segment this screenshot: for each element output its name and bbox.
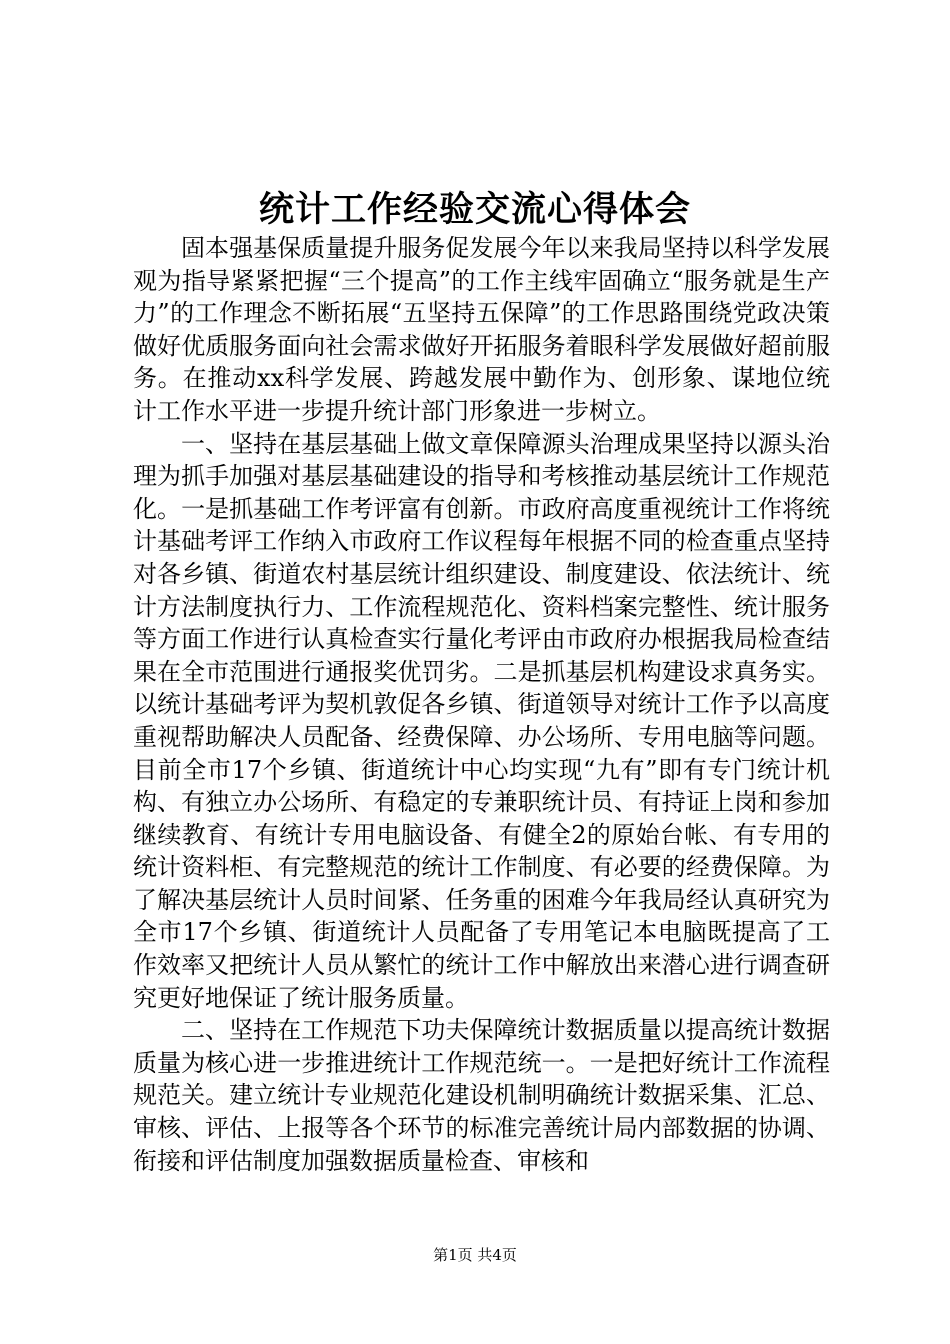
paragraph: 固本强基保质量提升服务促发展今年以来我局坚持以科学发展观为指导紧紧把握“三个提高”的工作主线牢固确立“服务就是生产力”的工作理念不断拓展“五坚持五保障”的工作思路围绕党政决策做好优质服务面向社会需求做好开拓服务着眼科学发展做好超前服务。在推动xx科学发展、跨越发展中勤作为、创形象、谋地位统计工作水平进一步提升统计部门形象进一步树立。: [133, 234, 830, 425]
paragraph: 二、坚持在工作规范下功夫保障统计数据质量以提高统计数据质量为核心进一步推进统计工作规范统一。一是把好统计工作流程规范关。建立统计专业规范化建设机制明确统计数据采集、汇总、审核、评估、上报等各个环节的标准完善统计局内部数据的协调、衔接和评估制度加强数据质量检查、审核和: [133, 1016, 830, 1175]
page-number-footer: 第1页 共4页: [433, 1246, 517, 1264]
document-title: 统计工作经验交流心得体会: [258, 189, 691, 230]
paragraph: 一、坚持在基层基础上做文章保障源头治理成果坚持以源头治理为抓手加强对基层基础建设的指导和考核推动基层统计工作规范化。一是抓基础工作考评富有创新。市政府高度重视统计工作将统计基础考评工作纳入市政府工作议程每年根据不同的检查重点坚持对各乡镇、街道农村基层统计组织建设、制度建设、依法统计、统计方法制度执行力、工作流程规范化、资料档案完整性、统计服务等方面工作进行认真检查实行量化考评由市政府办根据我局检查结果在全市范围进行通报奖优罚劣。二是抓基层机构建设求真务实。以统计基础考评为契机敦促各乡镇、街道领导对统计工作予以高度重视帮助解决人员配备、经费保障、办公场所、专用电脑等问题。目前全市17个乡镇、街道统计中心均实现“九有”即有专门统计机构、有独立办公场所、有稳定的专兼职统计员、有持证上岗和参加继续教育、有统计专用电脑设备、有健全2的原始台帐、有专用的统计资料柜、有完整规范的统计工作制度、有必要的经费保障。为了解决基层统计人员时间紧、任务重的困难今年我局经认真研究为全市17个乡镇、街道统计人员配备了专用笔记本电脑既提高了工作效率又把统计人员从繁忙的统计工作中解放出来潜心进行调查研究更好地保证了统计服务质量。: [133, 429, 830, 1012]
document-body: [133, 232, 830, 1177]
